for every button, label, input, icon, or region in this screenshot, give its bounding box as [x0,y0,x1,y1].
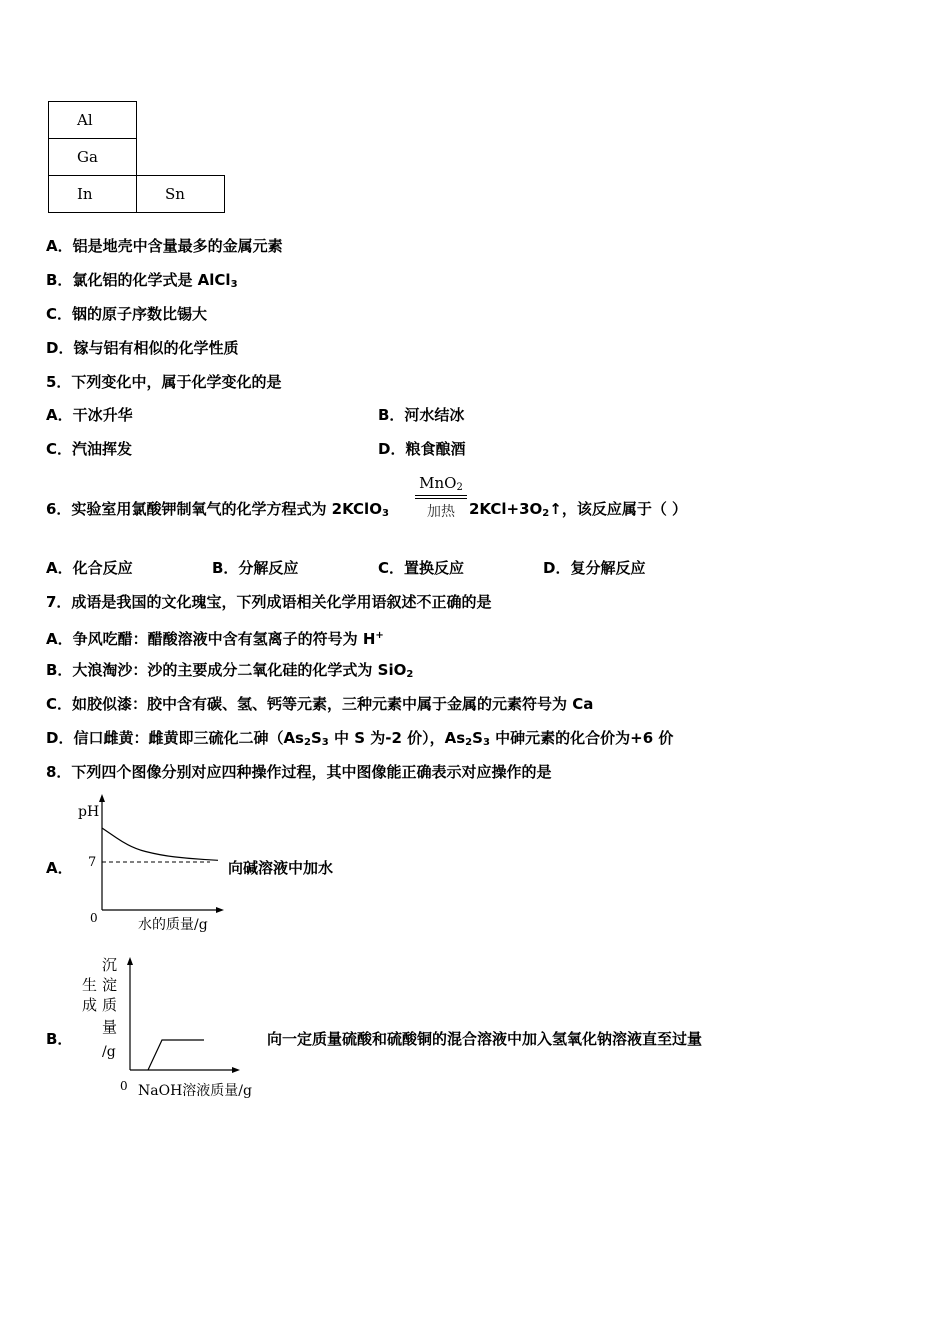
equation-equals-sign [415,495,467,499]
table-cell-empty [137,139,225,176]
q7-stem: 7．成语是我国的文化瑰宝，下列成语相关化学用语叙述不正确的是 [46,593,492,611]
q8-option-a-label: A． [46,859,73,877]
graph-b-origin: 0 [120,1079,128,1093]
q7-option-d: D．信口雌黄：雌黄即三硫化二砷（$As_2S_3$ 中 S 为-2 价），$As_2S_3$ 中砷元素的化合价为+6 价 [46,729,674,748]
q4-option-b: B．氯化铝的化学式是 AlCl$_3$ [46,271,238,290]
graph-a-xlabel: 水的质量/g [138,917,208,933]
table-cell: Ga [49,139,137,176]
graph-b-x-arrow [232,1067,240,1073]
graph-a-ytick-7: 7 [88,855,97,870]
q5-option-c: C．汽油挥发 [46,440,133,458]
q7-option-a: A．争风吃醋：醋酸溶液中含有氢离子的符号为 H+ [46,630,384,648]
graph-b-ylabel-1: 沉 [102,956,118,974]
q8-option-b-desc: 向一定质量硫酸和硫酸铜的混合溶液中加入氢氧化钠溶液直至过量 [267,1030,703,1048]
q5-option-a: A．干冰升华 [46,406,133,424]
graph-a-ylabel: pH [78,804,100,820]
graph-b-ylabel-2: 淀 [102,976,118,994]
q8-option-a-desc: 向碱溶液中加水 [228,859,334,877]
graph-a-x-arrow [216,907,224,913]
graph-b-xlabel: NaOH溶液质量/g [138,1083,252,1099]
graph-b-ylabel-7: /g [102,1044,116,1060]
graph-b-line [148,1040,204,1070]
q5-option-b: B．河水结冰 [378,406,465,424]
graph-b-y-arrow [127,957,133,965]
periodic-table-fragment [48,101,225,213]
graph-b-ylabel-4: 质 [102,996,118,1014]
graph-a-curve [102,828,218,860]
q4-option-d: D．镓与铝有相似的化学性质 [46,339,239,357]
q7-option-c: C．如胶似漆：胶中含有碳、氢、钙等元素，三种元素中属于金属的元素符号为 Ca [46,695,594,713]
q6-stem-right: $2KCl+3O_2↑$，该反应属于（ ） [469,500,688,519]
q6-option-d: D．复分解反应 [543,559,646,577]
graph-b-ylabel-5: 成 [82,996,98,1014]
table-cell-empty [137,102,225,139]
table-cell: Sn [137,176,225,213]
q4-option-c: C．铟的原子序数比锡大 [46,305,208,323]
q5-stem: 5．下列变化中，属于化学变化的是 [46,373,282,391]
graph-b [78,952,278,1102]
q8-option-b-label: B． [46,1030,73,1048]
table-cell: In [49,176,137,213]
q5-option-d: D．粮食酿酒 [378,440,466,458]
q6-option-a: A．化合反应 [46,559,133,577]
q4-option-a: A．铝是地壳中含量最多的金属元素 [46,237,283,255]
q7-option-b: B．大浪淘沙：沙的主要成分二氧化硅的化学式为 SiO$_2$ [46,661,414,680]
catalyst-label: MnO$_2$ [419,474,463,493]
table-cell: Al [49,102,137,139]
graph-a-origin: 0 [90,911,98,925]
q8-stem: 8．下列四个图像分别对应四种操作过程，其中图像能正确表示对应操作的是 [46,763,552,781]
q6-option-c: C．置换反应 [378,559,465,577]
q6-option-b: B．分解反应 [212,559,299,577]
graph-a-y-arrow [99,794,105,802]
q6-stem-left: 6．实验室用氯酸钾制氧气的化学方程式为 2KClO$_3$ [46,500,389,519]
graph-b-ylabel-3: 生 [82,976,98,994]
graph-b-ylabel-6: 量 [102,1018,118,1036]
graph-a [70,792,230,938]
heat-label: 加热 [427,504,455,520]
reaction-condition [415,474,467,521]
